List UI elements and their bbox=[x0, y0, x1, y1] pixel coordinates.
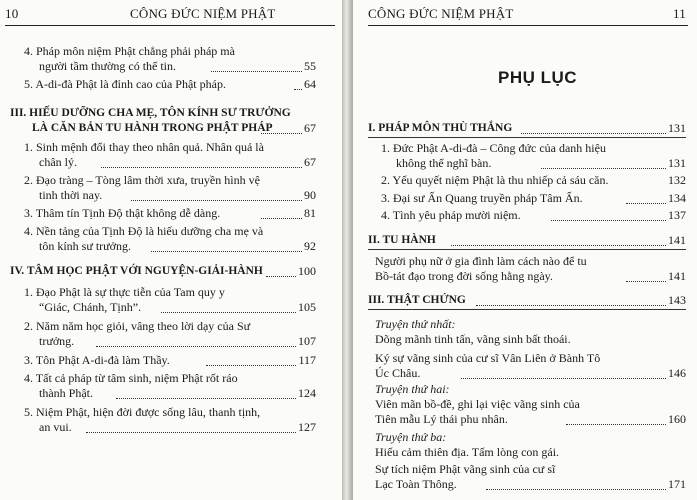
toc-entry[interactable]: 4. Nền tảng của Tịnh Độ là hiếu dưỡng cha mẹ và tôn kính sư trưởng. 92 bbox=[24, 224, 316, 253]
page-ref: 127 bbox=[298, 420, 316, 434]
toc-entry[interactable]: 2. Năm năm học giỏi, vâng theo lời dạy của Sư trưởng. 107 bbox=[24, 319, 316, 348]
page-ref: 90 bbox=[304, 188, 316, 202]
toc-entry[interactable]: 1. Sinh mệnh đổi thay theo nhân quả. Nhân quả là chân lý. 67 bbox=[24, 140, 316, 169]
toc-section-heading[interactable]: I. PHÁP MÔN THÙ THẮNG 131 bbox=[368, 121, 686, 135]
right-page-number: 11 bbox=[673, 6, 686, 21]
left-page-number: 10 bbox=[5, 6, 19, 21]
toc-entry[interactable]: Truyện thứ nhất: Dõng mãnh tinh tấn, vãng sinh bất thoái. bbox=[375, 317, 571, 346]
page-ref: 67 bbox=[304, 121, 316, 135]
page-ref: 100 bbox=[298, 264, 316, 278]
toc-entry[interactable]: 2. Đạo tràng – Tòng lâm thời xưa, truyền hình vệ tinh thời nay. 90 bbox=[24, 173, 316, 202]
page-ref: 105 bbox=[298, 300, 316, 314]
page-ref: 171 bbox=[668, 477, 686, 491]
page-ref: 137 bbox=[668, 208, 686, 222]
left-header-rule bbox=[5, 25, 335, 26]
toc-entry[interactable]: Sự tích niệm Phật vãng sinh của cư sĩ Lạc Toàn Thông. 171 bbox=[375, 462, 686, 491]
toc-entry[interactable]: 5. Niệm Phật, hiện đời được sống lâu, thanh tịnh, an vui. 127 bbox=[24, 405, 316, 434]
page-ref: 81 bbox=[304, 206, 316, 220]
section-rule bbox=[368, 249, 686, 250]
page-ref: 131 bbox=[668, 156, 686, 170]
toc-entry[interactable]: 3. Đại sư Ấn Quang truyền pháp Tâm Ấn. 134 bbox=[381, 191, 686, 205]
toc-entry[interactable]: 3. Tôn Phật A-di-đà làm Thầy. 117 bbox=[24, 353, 316, 367]
page-ref: 131 bbox=[668, 121, 686, 135]
left-running-head: CÔNG ĐỨC NIỆM PHẬT bbox=[130, 6, 276, 21]
page-ref: 64 bbox=[304, 77, 316, 91]
toc-entry[interactable]: Truyện thứ ba: Hiếu cảm thiên địa. Tấm lòng con gái. bbox=[375, 430, 560, 459]
book-gutter bbox=[342, 0, 353, 500]
toc-section-heading[interactable]: III. THẬT CHỨNG 143 bbox=[368, 293, 686, 307]
toc-section-heading[interactable]: IV. TÂM HỌC PHẬT VỚI NGUYỆN-GIẢI-HÀNH 100 bbox=[10, 264, 316, 278]
left-page bbox=[0, 0, 342, 500]
appendix-title: PHỤ LỤC bbox=[498, 68, 578, 87]
page-ref: 141 bbox=[668, 269, 686, 283]
right-header-rule bbox=[368, 25, 688, 26]
page-ref: 160 bbox=[668, 412, 686, 426]
toc-entry[interactable]: 1. Đức Phật A-di-đà – Công đức của danh hiệu không thể nghĩ bàn. 131 bbox=[381, 141, 686, 170]
page-ref: 107 bbox=[298, 334, 316, 348]
toc-entry[interactable]: Truyện thứ hai: Viên mãn bồ-đề, ghi lại việc vãng sinh của Tiên mẫu Lý thái phu nhân. 160 bbox=[375, 382, 686, 426]
toc-section-heading[interactable]: III. HIẾU DƯỠNG CHA MẸ, TÔN KÍNH SƯ TRƯỞNG LÀ CĂN BẢN TU HÀNH TRONG PHẬT PHÁP 67 bbox=[10, 107, 316, 135]
toc-entry[interactable]: 5. A-di-đà Phật là đỉnh cao của Phật pháp. 64 bbox=[24, 77, 316, 91]
toc-section-heading[interactable]: II. TU HÀNH 141 bbox=[368, 233, 686, 247]
section-rule bbox=[368, 137, 686, 138]
page-ref: 55 bbox=[304, 59, 316, 73]
toc-entry[interactable]: Người phụ nữ ở gia đình làm cách nào để tu Bồ-tát đạo trong đời sống hằng ngày. 141 bbox=[375, 254, 686, 283]
page-ref: 67 bbox=[304, 155, 316, 169]
right-page bbox=[353, 0, 697, 500]
toc-entry[interactable]: 4. Tình yêu pháp mười niệm. 137 bbox=[381, 208, 686, 222]
toc-entry[interactable]: 1. Đạo Phật là sự thực tiễn của Tam quy y “Giác, Chánh, Tịnh”. 105 bbox=[24, 285, 316, 314]
toc-entry[interactable]: 2. Yếu quyết niệm Phật là thu nhiếp cả sáu căn. 132 bbox=[381, 173, 686, 187]
page-ref: 134 bbox=[668, 191, 686, 205]
toc-entry[interactable]: 4. Pháp môn niệm Phật chẳng phải pháp mà người tầm thường có thể tin. 55 bbox=[24, 44, 316, 73]
page-ref: 132 bbox=[668, 173, 686, 187]
page-ref: 146 bbox=[668, 366, 686, 380]
page-ref: 141 bbox=[668, 233, 686, 247]
toc-entry[interactable]: 4. Tất cả pháp từ tâm sinh, niệm Phật rốt ráo thành Phật. 124 bbox=[24, 371, 316, 400]
page-ref: 124 bbox=[298, 386, 316, 400]
right-running-head: CÔNG ĐỨC NIỆM PHẬT bbox=[368, 6, 514, 21]
page-ref: 117 bbox=[298, 353, 316, 367]
page-ref: 143 bbox=[668, 293, 686, 307]
toc-entry[interactable]: Ký sự vãng sinh của cư sĩ Vân Liên ở Bành Tô Úc Châu. 146 bbox=[375, 351, 686, 380]
toc-entry[interactable]: 3. Thâm tín Tịnh Độ thật không dễ dàng. 81 bbox=[24, 206, 316, 220]
section-rule bbox=[368, 309, 686, 310]
page-ref: 92 bbox=[304, 239, 316, 253]
